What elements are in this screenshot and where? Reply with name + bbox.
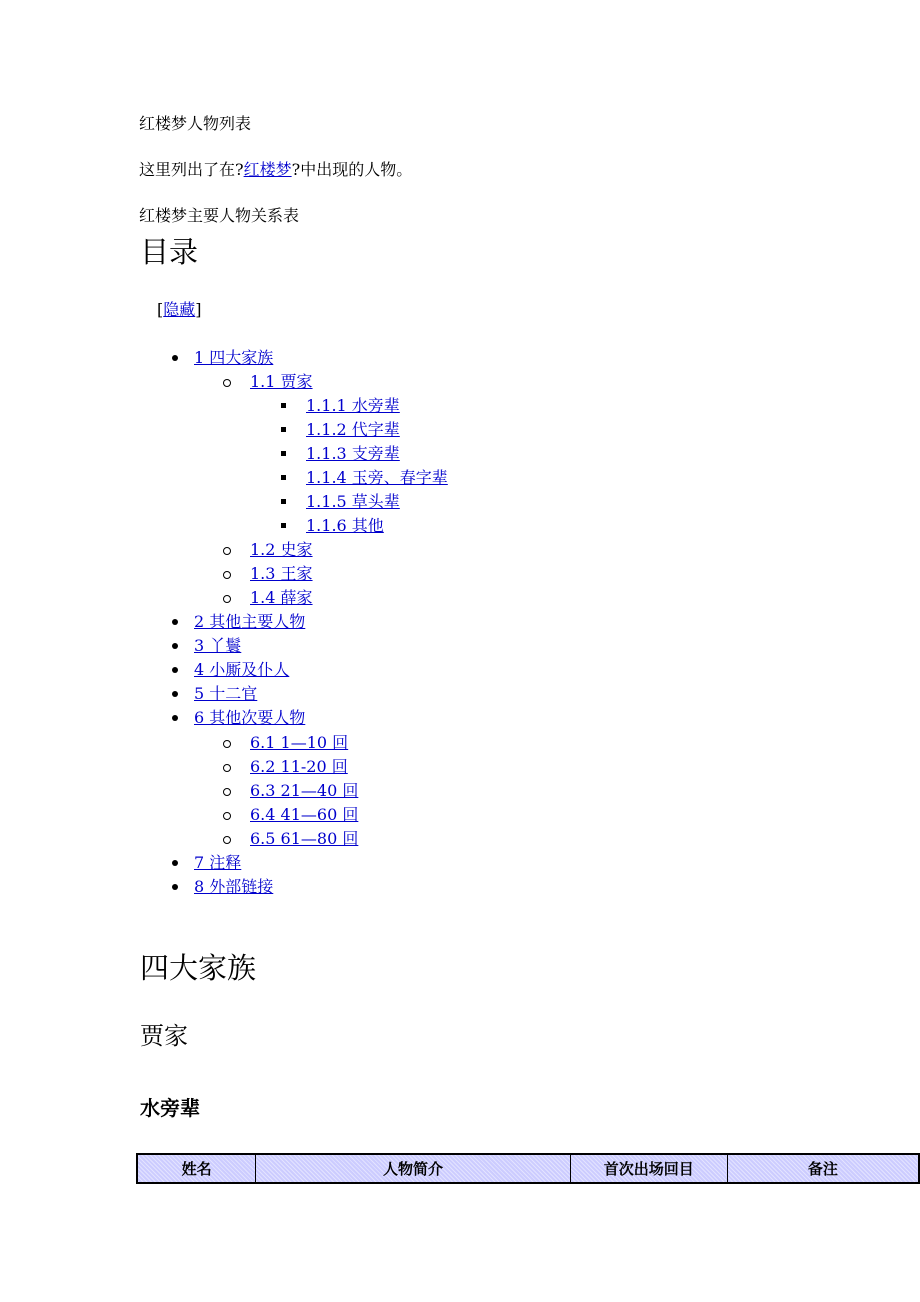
col-header-first-chapter: 首次出场回目 (570, 1154, 727, 1183)
toc-item-6-3[interactable]: 6.3 21—40 回 (250, 781, 359, 800)
toc-bullet-square (281, 451, 286, 456)
toc-toggle-open-bracket: [ (157, 300, 164, 319)
toc-item-6-1[interactable]: 6.1 1—10 回 (250, 733, 349, 752)
intro-prefix: 这里列出了在? (139, 160, 244, 179)
toc-bullet-circle (223, 764, 231, 772)
heading-shui-generation: 水旁辈 (140, 1096, 200, 1120)
intro-suffix: ?中出现的人物。 (291, 160, 413, 179)
toc-bullet-disc (172, 691, 178, 697)
character-table (136, 1153, 920, 1184)
page-title: 红楼梦人物列表 (139, 114, 252, 133)
toc-item-6-2[interactable]: 6.2 11-20 回 (250, 757, 348, 776)
toc-item-6[interactable]: 6 其他次要人物 (194, 708, 306, 727)
toc-bullet-circle (223, 547, 231, 555)
toc-bullet-disc (172, 355, 178, 361)
toc-toggle-close-bracket: ] (195, 300, 202, 319)
toc-heading: 目录 (140, 235, 199, 269)
toc-item-3[interactable]: 3 丫鬟 (194, 636, 242, 655)
toc-item-1-2[interactable]: 1.2 史家 (250, 540, 313, 559)
heading-four-families: 四大家族 (140, 951, 257, 985)
toc-bullet-square (281, 475, 286, 480)
toc-hide-link[interactable]: 隐藏 (163, 300, 196, 319)
toc-bullet-circle (223, 571, 231, 579)
toc-toggle (157, 300, 202, 320)
toc-item-1-1[interactable]: 1.1 贾家 (250, 372, 313, 391)
toc-item-1-1-5[interactable]: 1.1.5 草头辈 (306, 492, 400, 511)
toc-item-1-1-1[interactable]: 1.1.1 水旁辈 (306, 396, 400, 415)
toc-bullet-disc (172, 667, 178, 673)
toc-bullet-circle (223, 595, 231, 603)
toc-item-6-5[interactable]: 6.5 61—80 回 (250, 829, 359, 848)
toc-bullet-circle (223, 788, 231, 796)
toc-bullet-square (281, 427, 286, 432)
toc-item-5[interactable]: 5 十二官 (194, 684, 258, 703)
toc-item-1-1-2[interactable]: 1.1.2 代字辈 (306, 420, 400, 439)
heading-jia-family: 贾家 (140, 1022, 188, 1050)
intro-line (139, 160, 412, 180)
relation-table-caption: 红楼梦主要人物关系表 (139, 206, 300, 225)
col-header-notes: 备注 (727, 1154, 919, 1183)
toc-item-1-4[interactable]: 1.4 薛家 (250, 588, 313, 607)
toc-bullet-circle (223, 740, 231, 748)
toc-bullet-square (281, 499, 286, 504)
toc-item-1-1-3[interactable]: 1.1.3 支旁辈 (306, 444, 400, 463)
toc-bullet-disc (172, 619, 178, 625)
toc-item-1-1-6[interactable]: 1.1.6 其他 (306, 516, 384, 535)
toc-item-1[interactable]: 1 四大家族 (194, 348, 274, 367)
toc-bullet-disc (172, 643, 178, 649)
toc-bullet-disc (172, 860, 178, 866)
toc-item-2[interactable]: 2 其他主要人物 (194, 612, 306, 631)
toc-item-8[interactable]: 8 外部链接 (194, 877, 274, 896)
toc-bullet-circle (223, 836, 231, 844)
toc-bullet-circle (223, 812, 231, 820)
toc-bullet-circle (223, 379, 231, 387)
toc-item-6-4[interactable]: 6.4 41—60 回 (250, 805, 359, 824)
toc-item-1-1-4[interactable]: 1.1.4 玉旁、春字辈 (306, 468, 448, 487)
toc-bullet-square (281, 523, 286, 528)
toc-bullet-square (281, 403, 286, 408)
col-header-name: 姓名 (137, 1154, 256, 1183)
toc-bullet-disc (172, 715, 178, 721)
toc-item-1-3[interactable]: 1.3 王家 (250, 564, 313, 583)
hongloumeng-link[interactable]: 红楼梦 (243, 160, 292, 179)
table-header-row (137, 1154, 919, 1183)
toc-item-4[interactable]: 4 小厮及仆人 (194, 660, 290, 679)
toc-bullet-disc (172, 884, 178, 890)
col-header-intro: 人物简介 (256, 1154, 571, 1183)
toc-item-7[interactable]: 7 注释 (194, 853, 242, 872)
